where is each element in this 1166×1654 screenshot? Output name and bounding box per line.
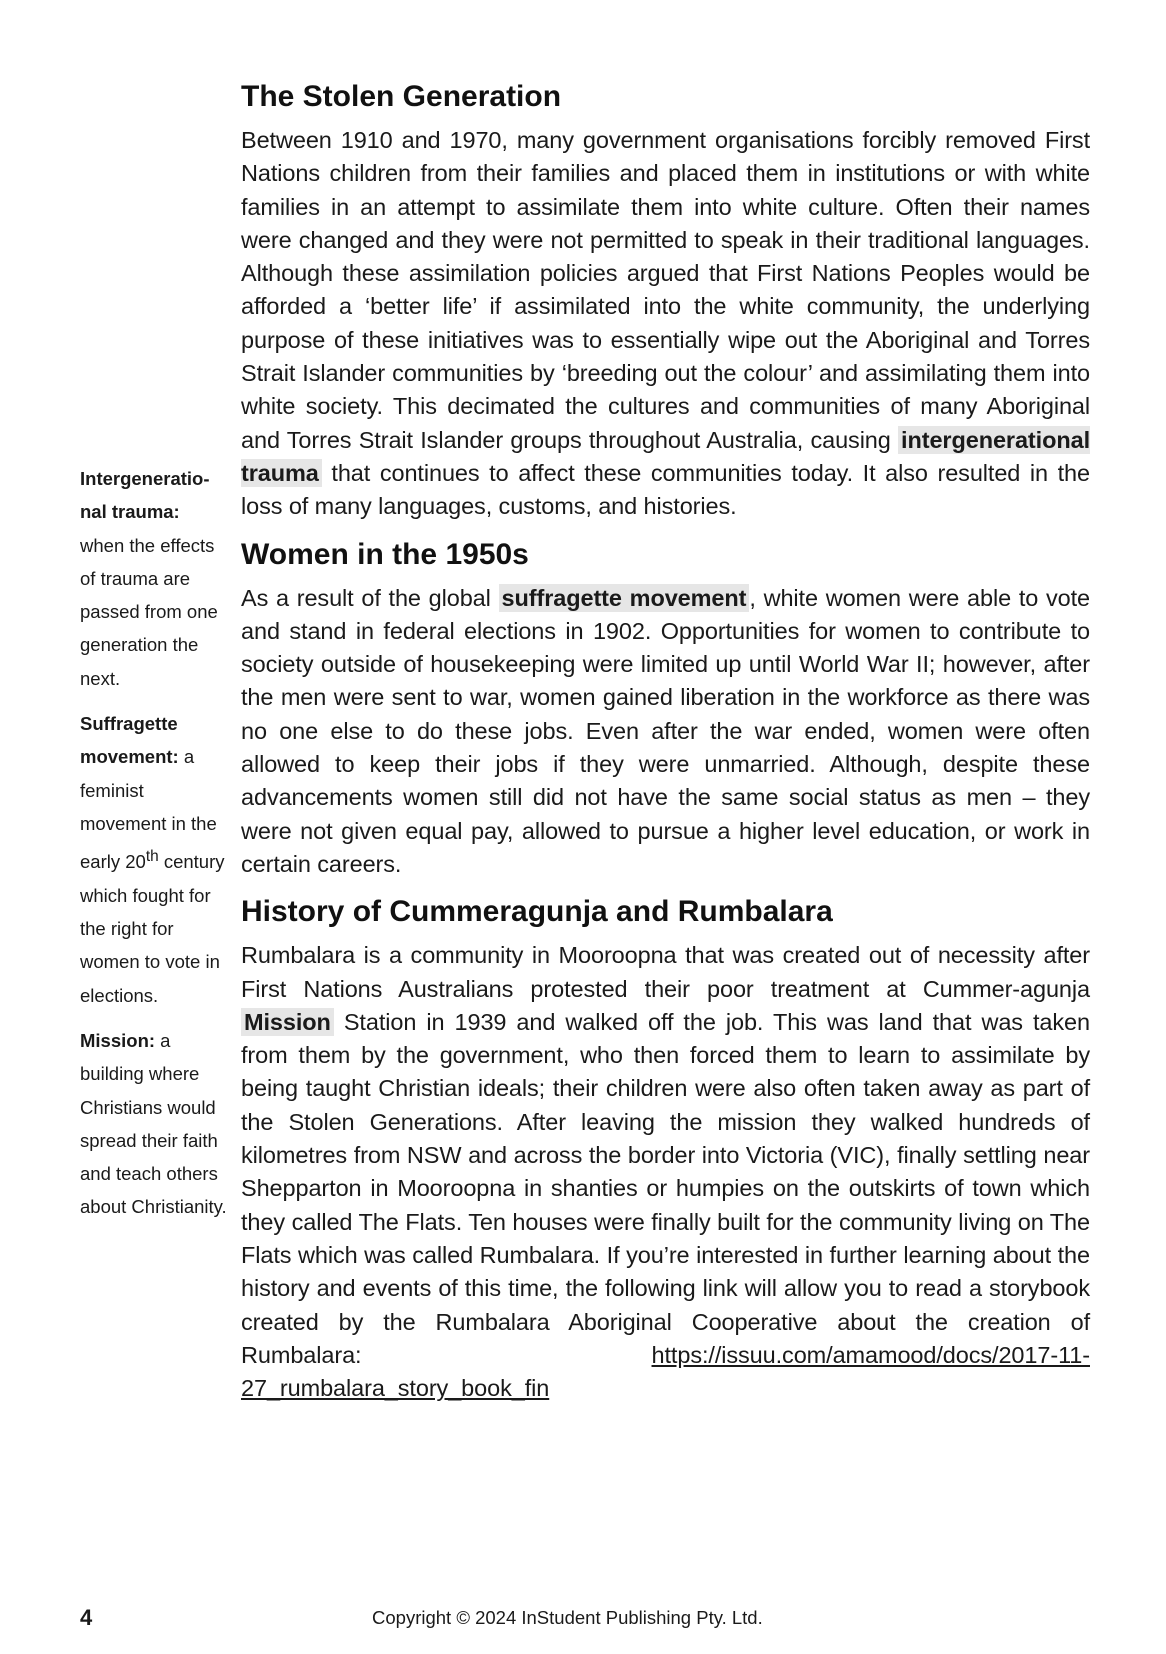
page-number: 4 [80,1605,93,1630]
paragraph-cummeragunja-rumbalara [241,939,1090,1405]
highlighted-term-mission: Mission [241,1008,334,1036]
glossary-entry-intergenerational-trauma [80,462,228,695]
glossary-entry-mission [80,1024,228,1224]
glossary-definition: a building where Christians would spread their faith and teach others about Christianity. [80,1029,227,1218]
glossary-term: Mission: [80,1029,156,1051]
glossary-term: Intergeneratio-nal trauma: [80,468,210,523]
highlighted-term-suffragette-movement: suffragette movement [499,584,750,612]
paragraph-text: , white women were able to vote and stand in federal elections in 1902. Opportunities for women to contribute to society outside of housekeeping were limited up until World War II; however, after the men were sent to war, women gained liberation in the workforce as there was no one else to do these jobs. Even after the war ended, women were often allowed to keep their jobs if they were unmarried. Although, despite these advancements women still did not have the same social status as men – they were not given equal pay, allowed to pursue a higher level education, or work in certain careers. [241,584,1091,877]
main-content [241,74,1090,1413]
storybook-link[interactable]: https://issuu.com/amamood/docs/2017-11-27_rumbalara_story_book_fin [241,1341,1090,1402]
glossary-entry-suffragette-movement [80,707,228,1012]
glossary-definition: when the effects of trauma are passed from one generation the next. [80,534,218,689]
paragraph-text: Between 1910 and 1970, many government organisations forcibly removed First Nations children from their families and placed them in institutions or with white families in an attempt to assimilate them into white culture. Often their names were changed and they were not permitted to speak in their traditional languages. Although these assimilation policies argued that First Nations Peoples would be afforded a ‘better life’ if assimilated into the white community, the underlying purpose of these initiatives was to essentially wipe out the Aboriginal and Torres Strait Islander communities by ‘breeding out the colour’ and assimilating them into white society. This decimated the cultures and communities of many Aboriginal and Torres Strait Islander groups throughout Australia, causing [241,127,1090,453]
glossary-sidebar [80,462,228,1236]
paragraph-text: Rumbalara is a community in Mooroopna that was created out of necessity after First Nations Australians protested their poor treatment at Cummer-agunja [241,942,1090,1002]
paragraph-text: As a result of the global [241,584,491,611]
paragraph-text: that continues to affect these communities today. It also resulted in the loss of many languages, customs, and histories. [241,459,1090,520]
copyright-notice: Copyright © 2024 InStudent Publishing Pty. Ltd. [372,1607,763,1628]
paragraph-stolen-generation [241,124,1090,524]
section-heading-stolen-generation: The Stolen Generation [241,80,562,113]
glossary-definition: a feminist movement in the early 20 [80,746,217,873]
page-footer [0,1605,1166,1637]
highlighted-term-intergenerational-trauma: intergenerational trauma [241,426,1090,486]
section-heading-women-1950s: Women in the 1950s [241,537,529,571]
paragraph-women-1950s [241,582,1090,882]
ordinal-suffix: th [145,848,159,866]
paragraph-text: Station in 1939 and walked off the job. This was land that was taken from them by the government, who then forced them to learn to assimilate by being taught Christian ideals; their children were also often taken away as part of the Stolen Generations. After leaving the mission they walked hundreds of kilometres from NSW and across the border into Victoria (VIC), finally settling near Shepparton in Mooroopna in shanties or humpies on the outskirts of town which they called The Flats. Ten houses were finally built for the community living on The Flats which was called Rumbalara. If you’re interested in further learning about the history and events of this time, the following link will allow you to read a storybook created by the Rumbalara Aboriginal Cooperative about the creation of Rumbalara: [241,1008,1090,1368]
glossary-term: Suffragette movement: [80,713,179,768]
section-heading-cummeragunja-rumbalara: History of Cummeragunja and Rumbalara [241,895,833,929]
glossary-definition: century which fought for the right for women to vote in elections. [80,851,225,1006]
